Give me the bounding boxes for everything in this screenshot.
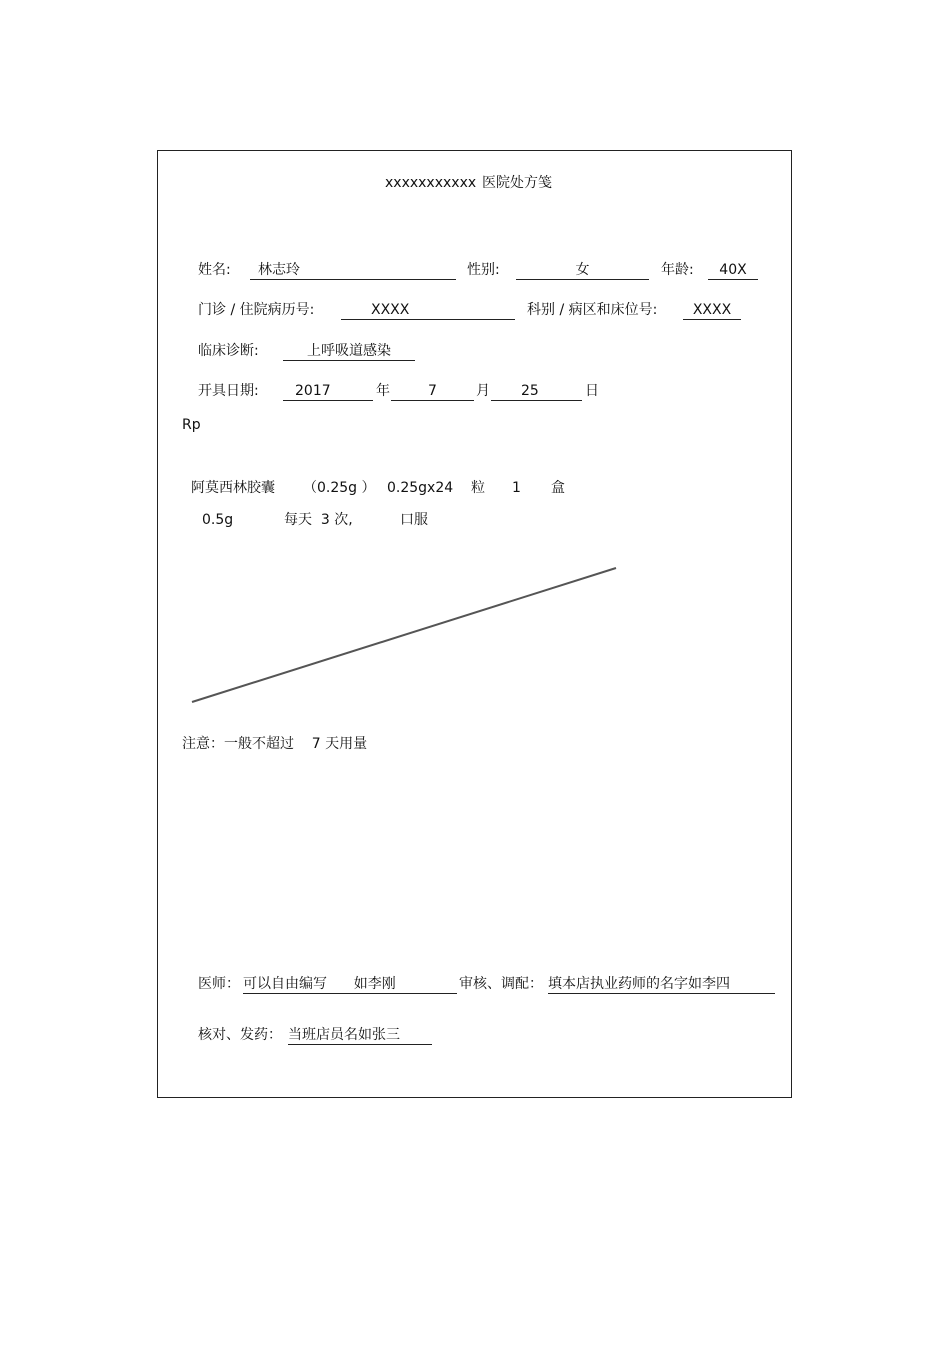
hospital-name: xxxxxxxxxxx <box>385 175 477 191</box>
rp-label: Rp <box>182 417 201 433</box>
drug-unit: 粒 <box>471 480 485 496</box>
form-title: 医院处方笺 <box>482 175 552 191</box>
drug-dose: 0.5g <box>202 512 234 528</box>
age-field: 40X <box>708 261 758 280</box>
usage-note: 注意：一般不超过 7 天用量 <box>182 736 368 752</box>
day-field: 25 <box>491 382 582 401</box>
doctor-label: 医师： <box>198 976 240 992</box>
drug-frequency: 每天 3 次, <box>284 512 353 528</box>
month-unit: 月 <box>476 383 490 399</box>
name-label: 姓名: <box>198 262 231 278</box>
drug-qty: 1 <box>512 480 521 496</box>
review-label: 审核、调配： <box>459 976 543 992</box>
drug-spec: 0.25gx24 <box>387 480 454 496</box>
sex-label: 性别: <box>467 262 500 278</box>
record-field: XXXX <box>341 301 515 320</box>
month-field: 7 <box>391 382 474 401</box>
sex-field: 女 <box>516 261 649 280</box>
year-field: 2017 <box>283 382 373 401</box>
diagnosis-label: 临床诊断: <box>198 343 259 359</box>
diagnosis-field: 上呼吸道感染 <box>283 342 415 361</box>
drug-pack: 盒 <box>551 480 565 496</box>
dept-label: 科别 / 病区和床位号: <box>527 302 658 318</box>
day-unit: 日 <box>585 383 599 399</box>
name-field: 林志玲 <box>250 261 456 280</box>
dept-field: XXXX <box>683 301 741 320</box>
doctor-field: 可以自由编写 如李刚 <box>243 975 457 994</box>
check-label: 核对、发药： <box>198 1027 282 1043</box>
drug-route: 口服 <box>400 512 428 528</box>
year-unit: 年 <box>376 383 390 399</box>
check-field: 当班店员名如张三 <box>288 1026 432 1045</box>
date-label: 开具日期: <box>198 383 259 399</box>
drug-name: 阿莫西林胶囊 <box>191 480 275 496</box>
review-field: 填本店执业药师的名字如李四 <box>548 975 775 994</box>
record-label: 门诊 / 住院病历号: <box>198 302 315 318</box>
drug-strength: （0.25g ） <box>303 480 376 496</box>
age-label: 年龄: <box>661 262 694 278</box>
